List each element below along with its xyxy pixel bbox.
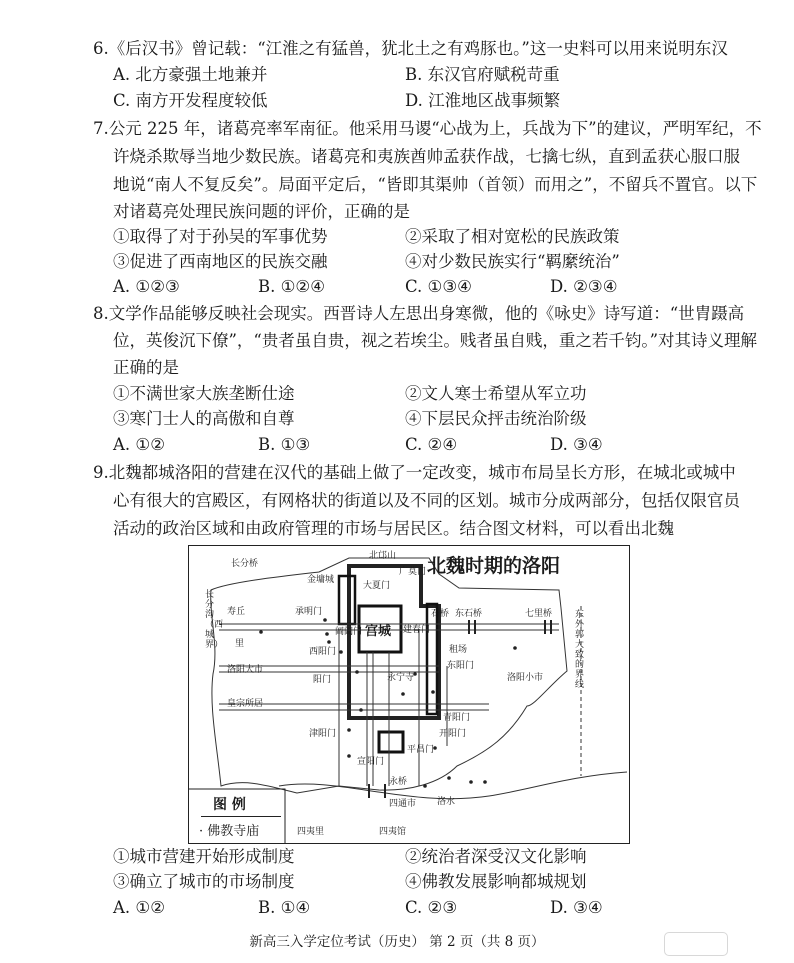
map-label-zuchang: 租场 <box>449 645 468 655</box>
q7-statement-1: ①取得了对于孙吴的军事优势 <box>113 227 328 246</box>
map-label-qiliqiao: 七里桥 <box>525 609 553 619</box>
q8-option-d: D. ③④ <box>550 435 603 454</box>
q7-option-b: B. ①②④ <box>258 277 325 296</box>
q8-option-a: A. ①② <box>113 435 165 454</box>
map-label-daxiamen: 大夏门 <box>363 581 391 591</box>
q7-stem-line-4: 对诸葛亮处理民族问题的评价，正确的是 <box>113 202 410 221</box>
map-label-dongwaiguo: 东外郭大致的界线 <box>575 610 585 690</box>
q7-option-d: D. ②③④ <box>550 277 618 296</box>
q9-statement-4: ④佛教发展影响都城规划 <box>405 872 587 891</box>
map-label-luoshui: 洛水 <box>437 797 456 807</box>
q6-option-d: D. 江淮地区战事频繁 <box>405 91 561 110</box>
q9-stem-line-2: 心有很大的宫殿区，有网格状的街道以及不同的区划。城市分成两部分，包括仅限官员 <box>113 491 740 510</box>
q6-option-a: A. 北方豪强土地兼并 <box>113 65 268 84</box>
legend-item-temple: · 佛教寺庙 <box>199 824 260 839</box>
q9-statement-1: ①城市营建开始形成制度 <box>113 847 295 866</box>
map-label-yangmen: 阳门 <box>313 675 332 685</box>
map-label-xuanyangmen: 宣阳门 <box>357 757 385 767</box>
map-label-jinyongcheng: 金墉城 <box>307 575 335 585</box>
map-label-dongshiqiao: 东石桥 <box>455 609 483 619</box>
map-label-jinyangmen: 津阳门 <box>309 729 337 739</box>
map-label-luoyangdashi: 洛阳大市 <box>227 665 264 675</box>
legend-divider <box>201 816 281 817</box>
map-label-changhemen2: 阊阖门 <box>335 627 363 637</box>
q6-option-b: B. 东汉官府赋税苛重 <box>405 65 560 84</box>
q7-statement-3: ③促进了西南地区的民族交融 <box>113 252 328 271</box>
q6-stem-line-1: 6.《后汉书》曾记载：“江淮之有猛兽，犹北土之有鸡豚也。”这一史料可以用来说明东汉 <box>93 39 728 58</box>
map-label-guangmomen: 广莫门 <box>399 567 427 577</box>
map-label-siyili: 四夷里 <box>297 827 325 837</box>
luoyang-map <box>188 545 630 844</box>
q7-option-c: C. ①③④ <box>405 277 472 296</box>
legend-title: 图 例 <box>213 797 246 813</box>
q9-option-b: B. ①④ <box>258 898 311 917</box>
east-district <box>427 604 437 714</box>
q8-option-c: C. ②④ <box>405 435 458 454</box>
q7-option-a: A. ①②③ <box>113 277 180 296</box>
map-label-dongyangmen: 东阳门 <box>447 661 475 671</box>
q7-stem-line-1: 7.公元 225 年，诸葛亮率军南征。他采用马谡“心战为上，兵战为下”的建议，严明军纪，不 <box>93 119 762 138</box>
q9-option-c: C. ②③ <box>405 898 458 917</box>
map-label-changhemen: 承明门 <box>295 607 323 617</box>
map-label-luoyangxiaoshi: 洛阳小市 <box>507 673 544 683</box>
page-footer: 新高三入学定位考试（历史） 第 2 页（共 8 页） <box>249 934 545 950</box>
map-label-siyiguan: 四夷馆 <box>379 827 407 837</box>
q9-option-d: D. ③④ <box>550 898 603 917</box>
map-title: 北魏时期的洛阳 <box>427 555 561 577</box>
map-label-changfengou: 长分沟（西城界） <box>205 590 224 650</box>
q8-option-b: B. ①③ <box>258 435 311 454</box>
q8-stem-line-1: 8.文学作品能够反映社会现实。西晋诗人左思出身寒微，他的《咏史》诗写道：“世胄蹑高 <box>93 304 745 323</box>
q9-stem-line-3: 活动的政治区域和由政府管理的市场与居民区。结合图文材料，可以看出北魏 <box>113 519 674 538</box>
q9-stem-line-1: 9.北魏都城洛阳的营建在汉代的基础上做了一定改变，城市布局呈长方形，在城北或城中 <box>93 463 736 482</box>
q8-statement-4: ④下层民众抨击统治阶级 <box>405 409 587 428</box>
q8-stem-line-3: 正确的是 <box>113 358 179 377</box>
map-label-gongcheng: 宫城 <box>365 624 392 639</box>
map-label-kaiyangmen: 开阳门 <box>439 729 467 739</box>
map-label-shiqiao: 石桥 <box>431 609 450 619</box>
q7-statement-4: ④对少数民族实行“羁縻统治” <box>405 252 620 271</box>
map-label-situguan: 四通市 <box>389 799 417 809</box>
map-label-qingyangmen: 青阳门 <box>443 713 471 723</box>
map-label-pingchangmen: 平昌门 <box>407 745 435 755</box>
watermark-logo <box>664 932 728 956</box>
map-label-shouqiu: 寿丘 <box>227 607 246 617</box>
q9-statement-2: ②统治者深受汉文化影响 <box>405 847 587 866</box>
q6-option-c: C. 南方开发程度较低 <box>113 91 268 110</box>
map-label-beimangshan: 北邙山 <box>369 551 397 561</box>
q9-option-a: A. ①② <box>113 898 165 917</box>
map-label-xiyangmen: 西阳门 <box>309 647 337 657</box>
map-label-jianchunmen: 建春门 <box>403 625 431 635</box>
q7-stem-line-3: 地说“南人不复反矣”。局面平定后，“皆即其渠帅（首领）而用之”，不留兵不置官。以下 <box>113 175 758 194</box>
q8-statement-3: ③寒门士人的高傲和自尊 <box>113 409 295 428</box>
map-label-li: 里 <box>235 639 245 649</box>
q7-statement-2: ②采取了相对宽松的民族政策 <box>405 227 620 246</box>
q8-stem-line-2: 位，英俊沉下僚”，“贵者虽自贵，视之若埃尘。贱者虽自贱，重之若千钧。”对其诗义理解 <box>113 331 758 350</box>
map-label-changfenqiao: 长分桥 <box>231 559 259 569</box>
map-label-yongqiao: 永桥 <box>389 777 408 787</box>
q8-statement-2: ②文人寒士希望从军立功 <box>405 384 587 403</box>
q7-stem-line-2: 许烧杀欺辱当地少数民族。诸葛亮和夷族酋帅孟获作战，七擒七纵，直到孟获心服口服 <box>113 147 740 166</box>
map-label-yongningsi: 永宁寺 <box>387 673 415 683</box>
yongning-block <box>379 732 403 752</box>
q9-statement-3: ③确立了城市的市场制度 <box>113 872 295 891</box>
map-label-huangzongsuoju: 皇宗所居 <box>227 699 264 709</box>
q8-statement-1: ①不满世家大族垄断仕途 <box>113 384 295 403</box>
